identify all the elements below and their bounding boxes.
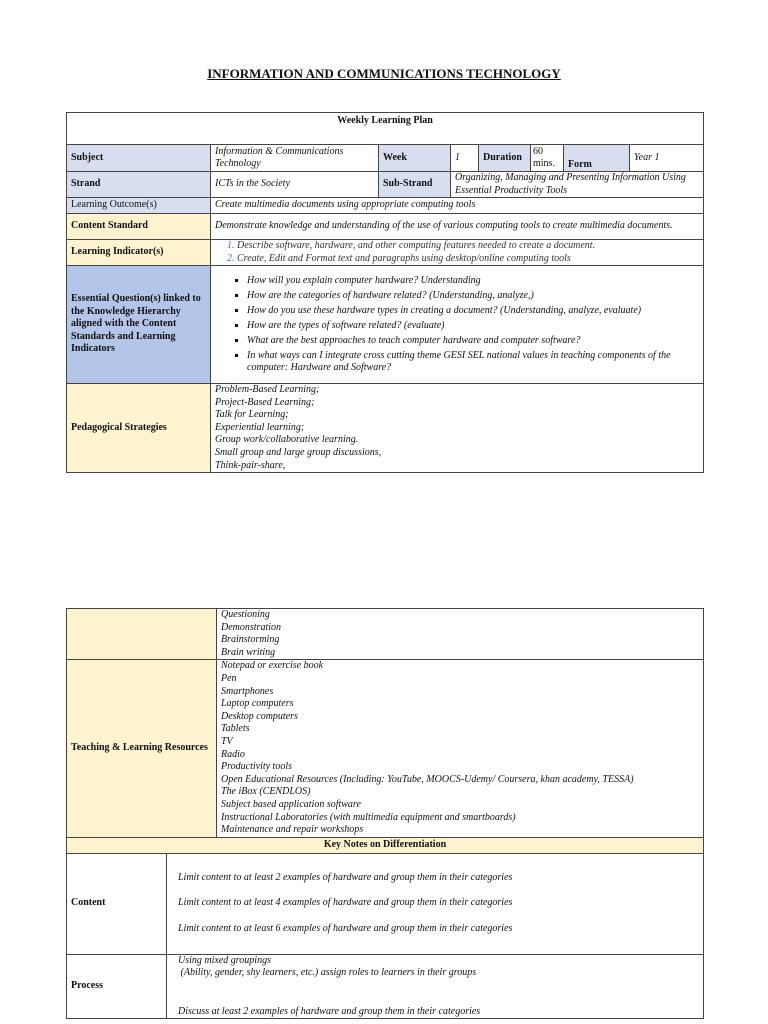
essential-questions-cell (211, 266, 704, 384)
resource-item: Instructional Laboratories (with multimedia equipment and smartboards) (221, 811, 516, 823)
resources-label: Teaching & Learning Resources (67, 660, 217, 837)
pedagogy-item: Project-Based Learning; (215, 396, 315, 408)
process-item: Discuss at least 2 examples of hardware and group them in their categories (178, 1005, 481, 1017)
substrand-value: Organizing, Managing and Presenting Information Using Essential Productivity Tools (451, 172, 704, 198)
resource-item: Tablets (221, 723, 250, 735)
pedagogy-item: Problem-Based Learning; (215, 384, 320, 395)
resource-item: TV (221, 735, 233, 747)
resource-item: Laptop computers (221, 698, 294, 710)
pedagogy-cont-list (217, 609, 704, 660)
resource-item: Smartphones (221, 685, 274, 697)
duration-label: Duration (479, 145, 531, 172)
process-label: Process (67, 954, 167, 1019)
resource-item: Pen (221, 672, 237, 684)
duration-value: 60 mins. (531, 145, 564, 172)
continued-table (66, 608, 704, 1019)
pedagogy-item: Questioning (221, 609, 270, 620)
week-value: 1 (451, 145, 479, 172)
content-standard-value: Demonstrate knowledge and understanding of the use of various computing tools to create multimedia documents. (211, 214, 704, 240)
resource-item: Notepad or exercise book (221, 660, 324, 672)
content-item: Limit content to at least 4 examples of hardware and group them in their categories (178, 897, 513, 909)
content-item: Limit content to at least 2 examples of hardware and group them in their categories (178, 871, 513, 883)
essential-question: ▪ What are the best approaches to teach computer hardware and computer software? (247, 335, 699, 348)
resource-item: Subject based application software (221, 798, 361, 810)
pedagogy-item: Group work/collaborative learning. (215, 434, 359, 446)
key-notes-header: Key Notes on Differentiation (67, 837, 704, 853)
substrand-label: Sub-Strand (379, 172, 451, 198)
resource-item: Open Educational Resources (Including: YouTube, MOOCS-Udemy/ Coursera, khan academy, TESSA) (221, 773, 634, 785)
essential-question: ▪ How are the types of software related? (evaluate) (247, 320, 699, 333)
weekly-plan-table (66, 112, 704, 473)
pedagogy-item: Brainstorming (221, 634, 280, 646)
content-label: Content (67, 853, 167, 954)
content-item: Limit content to at least 6 examples of hardware and group them in their categories (178, 922, 513, 934)
week-label: Week (379, 145, 451, 172)
subject-label: Subject (67, 145, 211, 172)
essential-questions-list (215, 275, 699, 375)
pedagogy-list (211, 384, 704, 473)
process-list (167, 954, 704, 1019)
essential-question: ▪ How will you explain computer hardware? Understanding (247, 275, 699, 288)
indicator-label: Learning Indicator(s) (67, 240, 211, 266)
indicator-item: 2. Create, Edit and Format text and paragraphs using desktop/online computing tools (237, 253, 699, 266)
page-title: INFORMATION AND COMMUNICATIONS TECHNOLOGY (207, 66, 561, 81)
essential-question: ▪ How are the categories of hardware related? (Understanding, analyze,) (247, 290, 699, 303)
content-standard-label: Content Standard (67, 214, 211, 240)
form-value: Year 1 (630, 145, 704, 172)
essential-question: ▪ How do you use these hardware types in creating a document? (Understanding, analyze, evaluate) (247, 305, 699, 318)
pedagogy-item: Talk for Learning; (215, 409, 289, 421)
content-list (167, 853, 704, 954)
strand-value: ICTs in the Society (211, 172, 379, 198)
essential-question: ▪ In what ways can I integrate cross cutting theme GESI SEL national values in teaching components of the computer: Hardware and Software? (247, 350, 699, 375)
process-item: Using mixed groupings (178, 954, 271, 966)
pedagogy-label: Pedagogical Strategies (67, 384, 211, 473)
outcome-label: Learning Outcome(s) (67, 198, 211, 214)
subject-value: Information & Communications Technology (211, 145, 379, 172)
indicator-list (215, 240, 699, 265)
resource-item: The iBox (CENDLOS) (221, 786, 311, 798)
pedagogy-item: Demonstration (221, 621, 281, 633)
indicator-item: 1. Describe software, hardware, and other computing features needed to create a document. (237, 240, 699, 253)
resource-item: Radio (221, 748, 245, 760)
essential-questions-label: Essential Question(s) linked to the Knowledge Hierarchy aligned with the Content Standards and Learning Indicators (67, 266, 211, 384)
pedagogy-item: Small group and large group discussions, (215, 446, 382, 458)
resources-list (217, 660, 704, 837)
pedagogy-item: Think-pair-share, (215, 459, 286, 471)
strand-label: Strand (67, 172, 211, 198)
plan-header: Weekly Learning Plan (67, 113, 704, 145)
form-label: Form (564, 145, 630, 172)
pedagogy-item: Brain writing (221, 646, 276, 658)
resource-item: Maintenance and repair workshops (221, 824, 364, 836)
indicator-list-cell (211, 240, 704, 266)
resource-item: Desktop computers (221, 710, 298, 722)
pedagogy-cont-label (67, 609, 217, 660)
outcome-value: Create multimedia documents using appropriate computing tools (211, 198, 704, 214)
pedagogy-item: Experiential learning; (215, 421, 305, 433)
process-item: (Ability, gender, shy learners, etc.) assign roles to learners in their groups (178, 967, 477, 979)
resource-item: Productivity tools (221, 761, 293, 773)
